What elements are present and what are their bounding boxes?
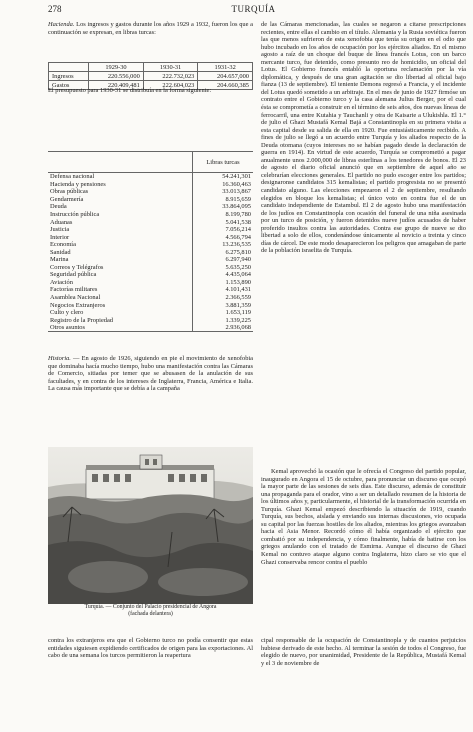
- bottom-right-text: cipal responsable de la ocupación de Constantinopla y de cuantos perjuicios hubiese derivado de este hecho. Al terminar la sesión de todos el Congreso, fue elegido de nuevo, por unanimidad, Presidente de la República, Mustafá Kemal y el 3 de noviembre de: [261, 637, 466, 667]
- row-label: Ingresos: [49, 72, 89, 81]
- table-row: [48, 286, 253, 294]
- table-row: [48, 211, 253, 219]
- cell-value: 7.056,214: [193, 226, 254, 234]
- row-label: Justicia: [50, 226, 70, 234]
- table-row: [48, 324, 253, 332]
- table-row: [48, 279, 253, 287]
- cell-value: 5.635,250: [193, 264, 254, 272]
- cell-value: 5.041,538: [193, 218, 254, 226]
- row-label: Seguridad pública: [50, 271, 97, 279]
- running-title: TURQUÍA: [231, 4, 276, 14]
- distribution-body: [48, 173, 253, 332]
- cell-value: 222.604,023: [143, 81, 198, 90]
- table-row: [48, 241, 253, 249]
- table-row: [48, 271, 253, 279]
- table-row: [48, 316, 253, 324]
- row-label: Culto y clero: [50, 309, 84, 317]
- budget-table-header: [49, 63, 253, 72]
- distribution-header: Libras turcas: [193, 152, 254, 173]
- row-label: Deuda: [50, 203, 67, 211]
- table-row: [48, 218, 253, 226]
- row-label: Sanidad: [50, 248, 71, 256]
- cell-value: 6.297,940: [193, 256, 254, 264]
- row-label: Correos y Telégrafos: [50, 263, 104, 271]
- right-column-paragraph-2: Kemal aprovechó la ocasión que le ofrecía el Congreso del partido popular, inaugurado en Angora el 15 de octubre, para pronunciar un discurso que ocupó la mayor parte de las sesiones de seis días. Este discurso, además de constituir una propaganda para el orador, vino a ser un detallado resumen de la historia de los últimos años y, particularmente, el historial de la transformación ocurrida en Turquía. Ghazi Kemal empezó describiendo la situación de 1919, cuando Turquía, sus bechos, aislada y enviando sus internas discusiones, vio ocupada su capital por las fuerzas hostiles de los aliados, mientras los griegos avanzaban hacia el Asia Menor. Recordó cómo él había organizado el ejército que combatió por su independencia, y cómo finalmente, había de batirse con los griegos anulando con el tratado de Esmirna. Aunque el discurso de Ghazi Kemal no contuvo ataque alguno contra Inglaterra, hizo claro se vio que el Ghazi conservaba rencor contra el pueblo: [261, 468, 466, 566]
- row-label: Aduanas: [50, 218, 73, 226]
- table-row: [48, 181, 253, 189]
- row-label: Marina: [50, 256, 69, 264]
- cell-value: 33.864,095: [193, 203, 254, 211]
- row-label: Registro de la Propiedad: [50, 316, 114, 324]
- page-header: [48, 4, 459, 18]
- hacienda-intro: [48, 21, 253, 36]
- cell-value: 3.881,359: [193, 301, 254, 309]
- palace-photo: [48, 447, 253, 604]
- table-row: [49, 72, 253, 81]
- row-label: Aviación: [50, 278, 73, 286]
- distribution-table: [48, 151, 253, 332]
- table-row: [48, 264, 253, 272]
- table-row: [48, 301, 253, 309]
- cell-value: 13.236,535: [193, 241, 254, 249]
- cell-value: 204.660,385: [198, 81, 253, 90]
- row-label: Defensa nacional: [50, 173, 95, 181]
- budget-col-3: 1931-32: [198, 63, 253, 72]
- cell-value: 4.435,064: [193, 271, 254, 279]
- photo-caption: [48, 604, 253, 618]
- row-label: Factorías militares: [50, 286, 98, 294]
- cell-value: 2.936,068: [193, 324, 254, 332]
- section-label-historia: Historia.: [48, 355, 71, 362]
- table-row: [48, 196, 253, 204]
- cell-value: 1.153,890: [193, 279, 254, 287]
- table-row: [48, 233, 253, 241]
- history-text: — En agosto de 1926, siguiendo en pie el movimiento de xenofobia que dominaba hacía mucho tiempo, hubo una manifestación contra las Cámaras de Comercio, sitiadas por temer que se abusasen de la anulación de sus facultades, y en contra de los intereses de Inglaterra, Francia, América e Italia. La causa más importante que se debía a la campaña: [48, 355, 253, 393]
- table-row: [48, 309, 253, 317]
- cell-value: 4.566,794: [193, 233, 254, 241]
- row-label: Otros asuntos: [48, 324, 193, 332]
- cell-value: 222.732,023: [143, 72, 198, 81]
- row-label: Instrucción pública: [50, 211, 100, 218]
- bottom-left-text: contra los extranjeros era que el Gobierno turco no podía consentir que estas entidades siguiesen expidiendo certificados de origen para las exportaciones. Al cabo de una semana los turcos permitieron la reapertura: [48, 637, 253, 660]
- budget-col-0: [49, 63, 89, 72]
- row-label: Obras públicas: [50, 188, 89, 196]
- cell-value: 220.556,000: [89, 72, 144, 81]
- distribution-intro-text: El presupuesto para 1930-31 se distribuía en la forma siguiente:: [48, 87, 212, 94]
- row-label: Asamblea Nacional: [50, 294, 101, 302]
- budget-col-2: 1930-31: [143, 63, 198, 72]
- cell-value: 204.657,000: [198, 72, 253, 81]
- cell-value: 33.013,867: [193, 188, 254, 196]
- caption-line-2: (fachada delantera): [128, 611, 173, 617]
- cell-value: 8.915,659: [193, 196, 254, 204]
- row-label: Hacienda y pensiones: [50, 180, 106, 188]
- table-row: [48, 188, 253, 196]
- cell-value: 220.409,481: [89, 81, 144, 90]
- budget-table: [48, 62, 253, 90]
- table-row: [48, 248, 253, 256]
- cell-value: 2.366,559: [193, 294, 254, 302]
- table-row: [48, 226, 253, 234]
- cell-value: 8.199,780: [193, 211, 254, 219]
- distribution-header-blank: [48, 152, 193, 173]
- right-column-text: [261, 21, 466, 468]
- right-column-paragraph: de las Cámaras mencionadas, las cuales se negaron a citarse prescripciones recientes, entre ellas el cambio en el título. Alemania y la Rusia soviética fueron las que menos sufrieron de esta xenofobia que tenía su origen en el odio que hubo incubado en los años de ocupación por los ejércitos aliados. En el mismo agosto a raíz de un choque del buque de línea francés Lotus, con un barco mercante turco, fue detenido, como presunto reo de homicidio, un oficial del Lotus. El Gobierno francés entabló la oportuna reclamación por la vía diplomática, y después de una gran agitación se dio libertad al oficial bajo fianza (13 de septiembre). El teniente Demons regresó a Francia, y el incidente del Lotus quedó sometido a un arbitraje. En el mes de junio de 1927 firmóse un contrato entre el Gobierno turco y la casa alemana Julius Berger, por el cual ésta se comprometía a construir en el término de seis años, dos nuevas líneas de ferrocarril, una entre Kutahia y Tauchanli y otra de Kaisarie a Ulukishla. El 1.° de julio el Ghazi Mustafá Kemal Bajá a Constantinopla en su primera visita a esta capital desde su salida de ella en 1920. Fue entusiásticamente recibido. A fines de julio se llegó a un acuerdo entre Turquía y los aliados respecto de la Deuda otomana (cuyos intereses no se habían pagado desde la declaración de guerra en 1914). En virtud de este acuerdo, Turquía se comprometió a pagar anualmente unos 2.000,000 de libras esterlinas a los tenedores de bonos. El 23 de agosto el diario oficial anunció que en septiembre de aquel año se celebrarían elecciones generales. El partido no pudo escoger entre los partidos; designaronse candidatos 315 kemalistas; el partido progresista no se presentó candidato alguno. Las elecciones empezaron el 2 de septiembre, resultando elegidos en bloque los kemalistas; el único voto en contra fue el de un candidato independiente de Estambul. El 2 de agosto hubo una manifestación de los judíos en Constantinopla con ocasión del funeral de una niña asesinada por un turco de posición, y fueron detenidos nueve judíos acusados de haber proferido insultos contra las autoridades. Contra ese grupo de nueve se dio libertad a solo de ellos, condenándose únicamente al novicio a treinta y cinco días de cárcel. De este modo desaparecieron los peligros que amagaban de parte de la población israelita de Turquía.: [261, 21, 466, 255]
- palace-illustration: [48, 447, 253, 604]
- cell-value: 54.241,301: [193, 173, 254, 181]
- table-row: [48, 173, 253, 181]
- table-row: [48, 256, 253, 264]
- cell-value: 4.101,431: [193, 286, 254, 294]
- table-row: [48, 294, 253, 302]
- table-row: [48, 203, 253, 211]
- hacienda-text: Los ingresos y gastos durante los años 1929 a 1932, fueron los que a continuación se expresan, en libras turcas:: [48, 21, 253, 36]
- row-label: Negocios Extranjeros: [50, 301, 106, 309]
- caption-line-1: Turquía. — Conjunto del Palacio presidencial de Angora: [84, 604, 217, 610]
- cell-value: 16.360,463: [193, 181, 254, 189]
- row-label: Gendarmería: [50, 195, 84, 203]
- budget-col-1: 1929-30: [89, 63, 144, 72]
- history-paragraph: [48, 355, 253, 393]
- cell-value: 1.339,225: [193, 316, 254, 324]
- section-label-hacienda: Hacienda.: [48, 21, 75, 28]
- row-label: Economía: [50, 241, 76, 249]
- cell-value: 6.275,810: [193, 248, 254, 256]
- row-label: Gastos: [49, 81, 89, 90]
- page-number: 278: [48, 4, 62, 14]
- distribution-header-row: [48, 152, 253, 173]
- row-label: Interior: [50, 233, 70, 241]
- cell-value: 1.653,119: [193, 309, 254, 317]
- distribution-intro: [48, 87, 253, 95]
